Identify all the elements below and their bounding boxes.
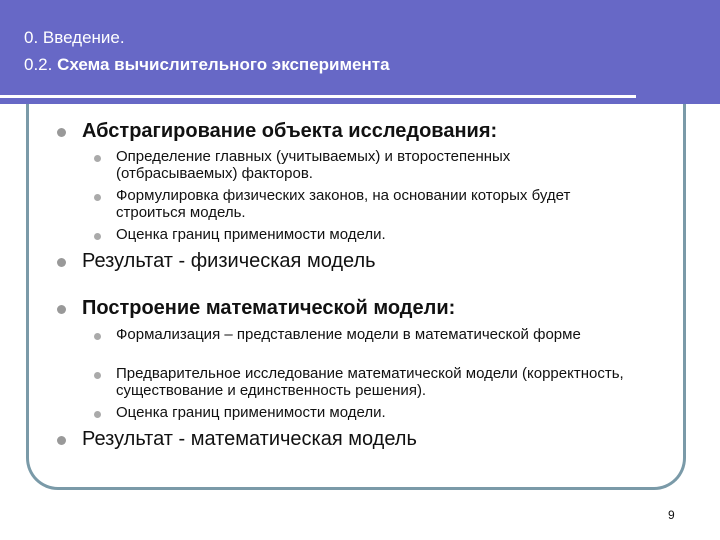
bullet-dot	[94, 372, 101, 379]
page-number: 9	[668, 508, 675, 522]
bullet-dot	[94, 233, 101, 240]
title-bold: Схема вычислительного эксперимента	[57, 55, 390, 74]
header-rule	[0, 95, 636, 98]
bullet-dot	[57, 128, 66, 137]
list-item: Предварительное исследование математической модели (корректность, существование и единственность решения).	[116, 365, 624, 399]
section-heading: Результат - физическая модель	[82, 250, 376, 272]
bullet-dot	[94, 194, 101, 201]
section-heading: Абстрагирование объекта исследования:	[82, 120, 498, 142]
slide-header	[0, 0, 720, 104]
bullet-dot	[57, 436, 66, 445]
bullet-dot	[94, 411, 101, 418]
list-item: Формулировка физических законов, на основании которых будет строиться модель.	[116, 187, 571, 221]
list-item: Оценка границ применимости модели.	[116, 226, 386, 243]
slide-title-line1: 0. Введение.	[24, 28, 125, 47]
section-heading: Построение математической модели:	[82, 297, 456, 319]
list-item: Формализация – представление модели в математической форме	[116, 326, 581, 343]
bullet-dot	[57, 305, 66, 314]
list-item: Оценка границ применимости модели.	[116, 404, 386, 421]
section-heading: Результат - математическая модель	[82, 428, 417, 450]
list-item: Определение главных (учитываемых) и второстепенных (отбрасываемых) факторов.	[116, 148, 511, 182]
title-prefix: 0.2.	[24, 55, 58, 74]
bullet-dot	[94, 333, 101, 340]
bullet-dot	[57, 258, 66, 267]
bullet-dot	[94, 155, 101, 162]
slide-title-line2	[24, 55, 390, 75]
